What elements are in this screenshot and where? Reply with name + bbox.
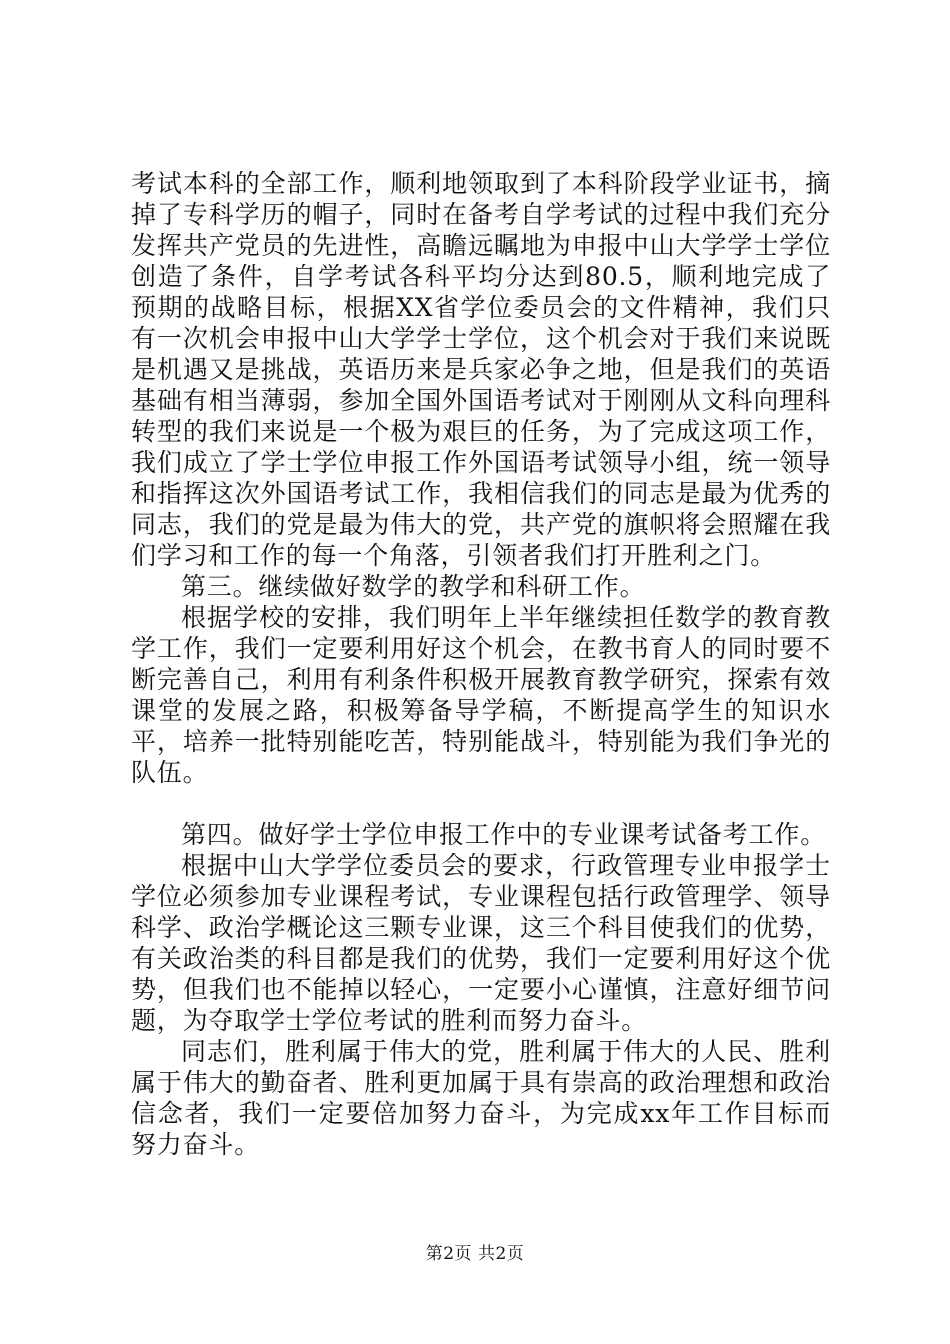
section-heading-fourth: 第四。做好学士学位申报工作中的专业课考试备考工作。 [181,820,827,849]
paragraph-math-teaching: 根据学校的安排，我们明年上半年继续担任数学的教育教学工作，我们一定要利用好这个机会，在教书育人的同时要不断完善自己，利用有利条件积极开展教育教学研究，探索有效课堂的发展之路，积极筹备导学稿，不断提高学生的知识水平，培养一批特别能吃苦，特别能战斗，特别能为我们争光的队伍。 [131,603,831,787]
page-number-footer: 第2页 共2页 [425,1244,525,1264]
paragraph-closing: 同志们，胜利属于伟大的党，胜利属于伟大的人民、胜利属于伟大的勤奋者、胜利更加属于具有崇高的政治理想和政治信念者，我们一定要倍加努力奋斗，为完成xx年工作目标而努力奋斗。 [131,1037,831,1159]
paragraph-exam-preparation: 根据中山大学学位委员会的要求，行政管理专业申报学士学位必须参加专业课程考试，专业课程包括行政管理学、领导科学、政治学概论这三颗专业课，这三个科目使我们的优势，有关政治类的科目都是我们的优势，我们一定要利用好这个优势，但我们也不能掉以轻心，一定要小心谨慎，注意好细节问题，为夺取学士学位考试的胜利而努力奋斗。 [131,851,831,1035]
paragraph-continuation: 考试本科的全部工作，顺利地领取到了本科阶段学业证书，摘掉了专科学历的帽子，同时在备考自学考试的过程中我们充分发挥共产党员的先进性，高瞻远瞩地为申报中山大学学士学位创造了条件，自学考试各科平均分达到80.5，顺利地完成了预期的战略目标，根据XX省学位委员会的文件精神，我们只有一次机会申报中山大学学士学位，这个机会对于我们来说既是机遇又是挑战，英语历来是兵家必争之地，但是我们的英语基础有相当薄弱，参加全国外国语考试对于刚刚从文科向理科转型的我们来说是一个极为艰巨的任务，为了完成这项工作，我们成立了学士学位申报工作外国语考试领导小组，统一领导和指挥这次外国语考试工作，我相信我们的同志是最为优秀的同志，我们的党是最为伟大的党，共产党的旗帜将会照耀在我们学习和工作的每一个角落，引领者我们打开胜利之门。 [131,169,831,570]
document-body [131,168,831,1160]
section-heading-third: 第三。继续做好数学的教学和科研工作。 [181,572,646,601]
